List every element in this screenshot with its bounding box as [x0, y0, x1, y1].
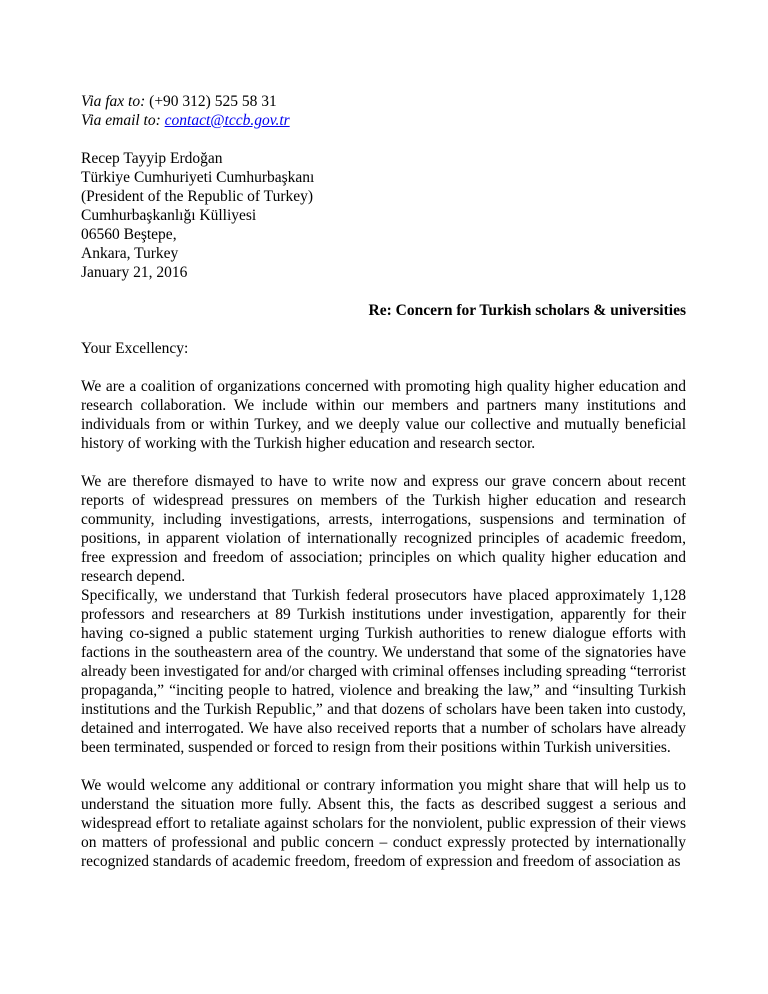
- recipient-name: Recep Tayyip Erdoğan: [81, 150, 223, 167]
- recipient-building: Cumhurbaşkanlığı Külliyesi: [81, 207, 257, 224]
- fax-label: Via fax to:: [81, 93, 146, 110]
- salutation: Your Excellency:: [81, 340, 189, 357]
- paragraph-2: We are therefore dismayed to have to write now and express our grave concern about recent reports of widespread pressures on members of the Turkish higher education and research community, including investigations, arrests, interrogations, suspensions and termination of positions, in apparent violation of internationally recognized principles of academic freedom, free expression and freedom of association; principles on which quality higher education and research depend.: [81, 473, 686, 585]
- delivery-info: [81, 92, 686, 130]
- fax-number: (+90 312) 525 58 31: [149, 93, 277, 110]
- paragraph-1: We are a coalition of organizations concerned with promoting high quality higher education and research collaboration. We include within our members and partners many institutions and individuals from or within Turkey, and we deeply value our collective and mutually beneficial history of working with the Turkish higher education and research sector.: [81, 378, 686, 452]
- subject-line: Re: Concern for Turkish scholars & universities: [368, 302, 686, 319]
- email-line: [81, 111, 686, 130]
- recipient-address: [81, 149, 686, 263]
- paragraph-4: We would welcome any additional or contrary information you might share that will help us to understand the situation more fully. Absent this, the facts as described suggest a serious and widespread effort to retaliate against scholars for the nonviolent, public expression of their views on matters of professional and public concern – conduct expressly protected by internationally recognized standards of academic freedom, freedom of expression and freedom of association as: [81, 777, 686, 870]
- recipient-title-english: (President of the Republic of Turkey): [81, 188, 314, 205]
- paragraph-3: Specifically, we understand that Turkish federal prosecutors have placed approximately 1,128 professors and researchers at 89 Turkish institutions under investigation, apparently for their having co-signed a public statement urging Turkish authorities to renew dialogue efforts with factions in the southeastern area of the country. We understand that some of the signatories have already been investigated for and/or charged with criminal offenses including spreading “terrorist propaganda,” “inciting people to hatred, violence and breaking the law,” and “insulting Turkish institutions and the Turkish Republic,” and that dozens of scholars have been taken into custody, detained and interrogated. We have also received reports that a number of scholars have already been terminated, suspended or forced to resign from their positions within Turkish universities.: [81, 587, 686, 756]
- letter-date: January 21, 2016: [81, 264, 188, 281]
- email-link[interactable]: contact@tccb.gov.tr: [164, 112, 290, 129]
- recipient-city: Ankara, Turkey: [81, 245, 179, 262]
- fax-line: [81, 92, 686, 111]
- recipient-title-turkish: Türkiye Cumhuriyeti Cumhurbaşkanı: [81, 169, 315, 186]
- email-label: Via email to:: [81, 112, 161, 129]
- recipient-postal: 06560 Beştepe,: [81, 226, 177, 243]
